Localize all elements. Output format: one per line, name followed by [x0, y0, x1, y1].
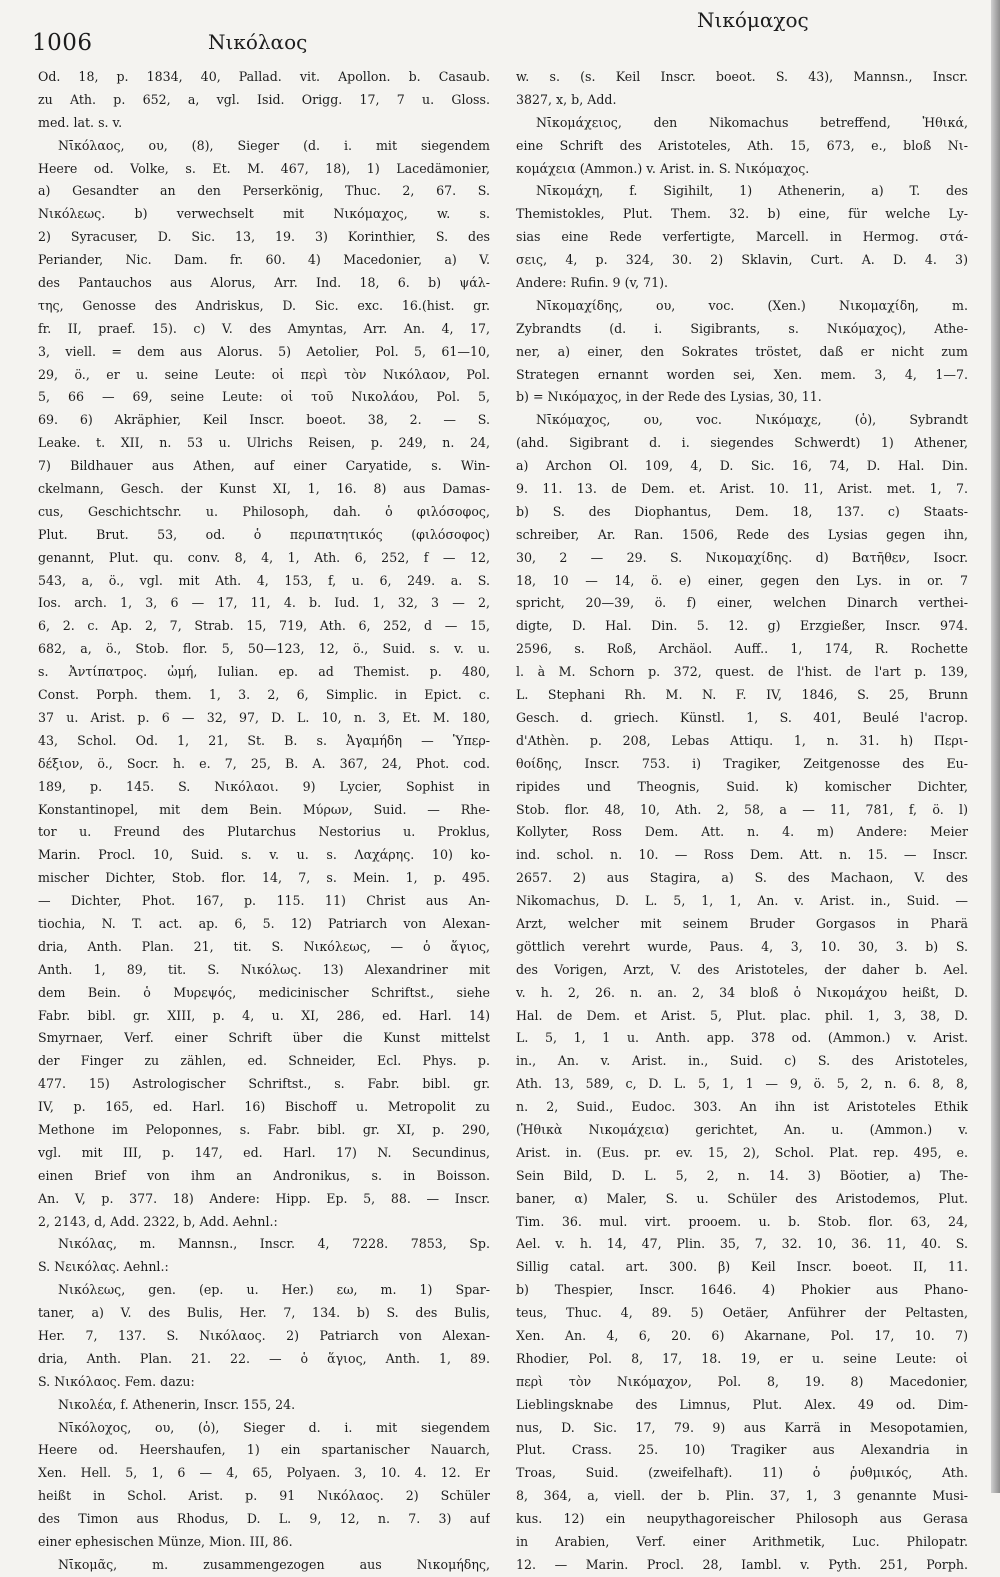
- text-line: dria, Anth. Plan. 21. 22. — ὁ ἅγιος, Anth. 1, 89.: [38, 1350, 490, 1366]
- text-line: L. 5, 1, 1 u. Anth. app. 378 od. (Ammon.) v. Arist.: [516, 1030, 968, 1046]
- text-line: θοίδης, Inscr. 753. i) Tragiker, Zeitgenosse des Eu-: [516, 755, 968, 771]
- text-line: Xen. An. 4, 6, 20. 6) Akarnane, Pol. 17, 10. 7): [516, 1327, 968, 1343]
- text-line: 18, 10 — 14, ö. e) einer, gegen den Lys. in or. 7: [516, 572, 968, 588]
- right-running-headword: Νικόμαχος: [697, 8, 809, 32]
- text-line: 5, 66 — 69, seine Leute: οἱ τοῦ Νικολάου, Pol. 5,: [38, 389, 490, 405]
- entry-headword-line: Νῑκομαχίδης, ου, voc. (Xen.) Νικομαχίδη, m.: [536, 297, 968, 313]
- text-line: der Finger zu zählen, ed. Schneider, Ecl. Phys. p.: [38, 1053, 490, 1069]
- text-line: a) Gesandter an den Perserkönig, Thuc. 2, 67. S.: [38, 183, 490, 199]
- text-line: 43, Schol. Od. 1, 21, St. B. s. Ἀγαμήδη — Ὑπερ-: [38, 732, 490, 748]
- text-line: της, Genosse des Andriskus, D. Sic. exc. 16.(hist. gr.: [38, 297, 490, 313]
- text-line: Rhodier, Pol. 8, 17, 18. 19, er u. seine Leute: οἱ: [516, 1350, 968, 1366]
- text-line: genannt, Plut. qu. conv. 8, 4, 1, Ath. 6, 252, f — 12,: [38, 549, 490, 565]
- text-line: Methone im Peloponnes, s. Fabr. bibl. gr. XI, p. 290,: [38, 1121, 490, 1137]
- text-line: Hal. de Dem. et Arist. 5, Plut. plac. phil. 1, 3, 38, D.: [516, 1007, 968, 1023]
- text-line: Xen. Hell. 5, 1, 6 — 4, 65, Polyaen. 3, 10. 4. 12. Er: [38, 1465, 490, 1481]
- entry-headword-line: Νῑκομάχη, f. Sigihilt, 1) Athenerin, a) T. des: [536, 183, 968, 199]
- text-line: Anth. 1, 89, tit. S. Νικόλως. 13) Alexandriner mit: [38, 961, 490, 977]
- entry-headword-line: Νικολέα, f. Athenerin, Inscr. 155, 24.: [58, 1396, 296, 1412]
- text-line: einer ephesischen Münze, Mion. III, 86.: [38, 1534, 293, 1549]
- text-line: dria, Anth. Plan. 21, tit. S. Νικόλεως, — ὁ ἅγιος,: [38, 938, 490, 954]
- text-line: S. Νεικόλας. Aehnl.:: [38, 1259, 169, 1275]
- text-line: 3, viell. = dem aus Alorus. 5) Aetolier, Pol. 5, 61—10,: [38, 343, 490, 359]
- text-line: Themistokles, Plut. Them. 32. b) eine, für welche Ly-: [516, 206, 968, 222]
- text-line: 8, 364, a, viell. der b. Plin. 37, 1, 3 genannte Musi-: [516, 1488, 968, 1504]
- book-spine-edge: [991, 0, 1000, 1493]
- text-line: 3827, x, b, Add.: [516, 91, 617, 107]
- text-line: περὶ τὸν Νικόμαχον, Pol. 8, 19. 8) Macedonier,: [516, 1373, 968, 1389]
- text-line: (Ἠθικὰ Νικομάχεια) gerichtet, An. u. (Ammon.) v.: [516, 1121, 968, 1137]
- text-line: An. V, p. 377. 18) Andere: Hipp. Ep. 5, 88. — Inscr.: [38, 1190, 490, 1206]
- text-line: 9. 11. 13. de Dem. et. Arist. 10. 11, Arist. met. 1, 7.: [516, 481, 968, 497]
- text-line: Νικόλεως. b) verwechselt mit Νικόμαχος, w. s.: [38, 206, 490, 222]
- text-line: zu Ath. p. 652, a, vgl. Isid. Origg. 17, 7 u. Gloss.: [38, 91, 490, 107]
- text-line: Marin. Procl. 10, Suid. s. v. u. s. Λαχάρης. 10) ko-: [38, 847, 490, 863]
- entry-headword-line: Νικόλας, m. Mannsn., Inscr. 4, 7228. 7853, Sp.: [58, 1236, 490, 1252]
- text-line: Stob. flor. 48, 10, Ath. 2, 58, a — 11, 781, f, ö. l): [516, 801, 968, 817]
- text-line: Heere od. Volke, s. Et. M. 467, 18), 1) Lacedämonier,: [38, 160, 490, 176]
- entry-headword-line: Νῑκομᾶς, m. zusammengezogen aus Νικομήδης,: [58, 1556, 490, 1572]
- text-line: IV, p. 165, ed. Harl. 16) Bischoff u. Metropolit zu: [38, 1099, 490, 1115]
- text-line: Her. 7, 137. S. Νικόλαος. 2) Patriarch von Alexan-: [38, 1327, 490, 1343]
- text-line: nus, D. Sic. 17, 79. 9) aus Karrä in Mesopotamien,: [516, 1419, 968, 1435]
- text-line: 189, p. 145. S. Νικόλαοι. 9) Lycier, Sophist in: [38, 778, 490, 794]
- text-line: Konstantinopel, mit dem Bein. Μύρων, Suid. — Rhe-: [38, 801, 490, 817]
- text-line: a) Archon Ol. 109, 4, D. Sic. 16, 74, D. Hal. Din.: [516, 458, 968, 474]
- entry-headword-line: Νῑκομάχειος, den Nikomachus betreffend, Ἠθικά,: [536, 114, 968, 130]
- text-line: ckelmann, Gesch. der Kunst XI, 1, 16. 8) aus Damas-: [38, 481, 490, 497]
- text-line: 2, 2143, d, Add. 2322, b, Add. Aehnl.:: [38, 1213, 278, 1229]
- text-line: 2) Syracuser, D. Sic. 13, 19. 3) Korinthier, S. des: [38, 229, 490, 245]
- text-line: s. Ἀντίπατρος. ὠμή, Iulian. ep. ad Themist. p. 480,: [38, 664, 490, 680]
- text-line: b) S. des Diophantus, Dem. 18, 137. c) Staats-: [516, 503, 968, 519]
- text-line: 37 u. Arist. p. 6 — 32, 97, D. L. 10, n. 3, Et. M. 180,: [38, 709, 490, 725]
- text-line: in., An. v. Arist. in., Suid. c) S. des Aristoteles,: [516, 1053, 968, 1069]
- text-line: 29, ö., er u. seine Leute: οἱ περὶ τὸν Νικόλαον, Pol.: [38, 366, 490, 382]
- text-line: teus, Thuc. 4, 89. 5) Oetäer, Anführer der Peltasten,: [516, 1305, 968, 1321]
- text-line: Periander, Nic. Dam. fr. 60. 4) Macedonier, a) V.: [38, 252, 490, 268]
- text-line: des Pantauchos aus Alorus, Arr. Ind. 18, 6. b) ψάλ-: [38, 275, 490, 291]
- text-line: heißt in Schol. Arist. p. 91 Νικόλαος. 2) Schüler: [38, 1488, 490, 1504]
- text-line: Arist. in. (Eus. pr. ev. 15, 2), Schol. Plat. rep. 495, e.: [516, 1144, 968, 1160]
- text-line: göttlich verehrt wurde, Paus. 4, 3, 10. 30, 3. b) S.: [516, 938, 968, 954]
- text-line: schreiber, Ar. Ran. 1506, Rede des Lysias gegen ihn,: [516, 526, 968, 542]
- text-line: fr. II, praef. 15). c) V. des Amyntas, Arr. An. 4, 17,: [38, 320, 490, 336]
- text-line: ner, a) einer, den Sokrates tröstet, daß er nicht zum: [516, 343, 968, 359]
- right-text-column: [516, 66, 968, 1577]
- text-line: (ahd. Sigibrant d. i. siegendes Schwerdt) 1) Athener,: [516, 435, 968, 451]
- text-line: 543, a, ö., vgl. mit Ath. 4, 153, f, u. 6, 249. a. S.: [38, 572, 490, 588]
- text-line: Nikomachus, D. L. 5, 1, 1, An. v. Arist. in., Suid. —: [516, 893, 968, 909]
- text-line: Sein Bild, D. L. 5, 2, n. 14. 3) Böotier, a) The-: [516, 1167, 968, 1183]
- text-line: 477. 15) Astrologischer Schriftst., s. Fabr. bibl. gr.: [38, 1076, 490, 1092]
- text-line: σεις, 4, p. 324, 30. 2) Sklavin, Curt. A. D. 4. 3): [516, 252, 968, 268]
- text-line: Ael. v. h. 14, 47, Plin. 35, 7, 32. 10, 36. 11, 40. S.: [516, 1236, 968, 1252]
- text-line: Lieblingsknabe des Limnus, Plut. Alex. 49 od. Dim-: [516, 1396, 968, 1412]
- entry-headword-line: Νῑκόλαος, ου, (8), Sieger (d. i. mit siegendem: [58, 137, 490, 153]
- text-line: Andere: Rufin. 9 (v, 71).: [516, 275, 669, 291]
- text-line: dem Bein. ὁ Μυρεψός, medicinischer Schriftst., siehe: [38, 984, 490, 1000]
- text-line: b) Thespier, Inscr. 1646. 4) Phokier aus Phano-: [516, 1282, 968, 1298]
- text-line: des Vorigen, Arzt, V. des Aristoteles, der daher b. Ael.: [516, 961, 968, 977]
- text-line: κομάχεια (Ammon.) v. Arist. in. S. Νικόμαχος.: [516, 160, 810, 176]
- text-line: vgl. mit III, p. 147, ed. Harl. 17) N. Secundinus,: [38, 1144, 490, 1160]
- text-line: digte, D. Hal. Din. 5. 12. g) Erzgießer, Inscr. 974.: [516, 618, 968, 634]
- text-line: 30, 2 — 29. S. Νικομαχίδης. d) Βατῆθεν, Isocr.: [516, 549, 968, 565]
- page-number: 1006: [32, 30, 93, 56]
- text-line: 682, a, ö., Stob. flor. 5, 50—123, 12, ö., Suid. s. v. u.: [38, 641, 490, 657]
- entry-headword-line: Νῑκόμαχος, ου, voc. Νικόμαχε, (ὁ), Sybrandt: [536, 412, 968, 428]
- entry-headword-line: Νικόλεως, gen. (ep. u. Her.) εω, m. 1) Spar-: [58, 1282, 490, 1298]
- text-line: 6, 2. c. Ap. 2, 7, Strab. 15, 719, Ath. 6, 252, d — 15,: [38, 618, 490, 634]
- text-line: Strategen ernannt worden sei, Xen. mem. 3, 4, 1—7.: [516, 366, 968, 382]
- text-line: Leake. t. XII, n. 53 u. Ulrichs Reisen, p. 249, n. 24,: [38, 435, 490, 451]
- text-line: w. s. (s. Keil Inscr. boeot. S. 43), Mannsn., Inscr.: [516, 69, 968, 84]
- text-line: taner, a) V. des Bulis, Her. 7, 134. b) S. des Bulis,: [38, 1305, 490, 1321]
- text-line: ind. schol. n. 10. — Ross Dem. Att. n. 15. — Inscr.: [516, 847, 968, 863]
- text-line: n. 2, Suid., Eudoc. 303. An ihn ist Aristoteles Ethik: [516, 1099, 968, 1115]
- text-line: S. Νικόλαος. Fem. dazu:: [38, 1373, 195, 1389]
- text-line: δέξιον, ö., Socr. h. e. 7, 25, B. A. 367, 24, Phot. cod.: [38, 755, 490, 771]
- text-line: Ath. 13, 589, c, D. L. 5, 1, 1 — 9, ö. 5, 2, n. 6. 8, 8,: [516, 1076, 968, 1092]
- text-line: eine Schrift des Aristoteles, Ath. 15, 673, e., bloß Νι-: [516, 137, 968, 153]
- text-line: tiochia, N. T. act. ap. 6, 5. 12) Patriarch von Alexan-: [38, 915, 490, 931]
- text-line: — Dichter, Phot. 167, p. 115. 11) Christ aus An-: [38, 893, 490, 909]
- text-line: sias eine Rede verfertigte, Marcell. in Hermog. στά-: [516, 229, 968, 245]
- text-line: Ios. arch. 1, 3, 6 — 17, 11, 4. b. Iud. 1, 32, 3 — 2,: [38, 595, 490, 611]
- text-line: mischer Dichter, Stob. flor. 14, 7, s. Mein. 1, p. 495.: [38, 870, 490, 886]
- text-line: Fabr. bibl. gr. XIII, p. 4, u. XI, 286, ed. Harl. 14): [38, 1007, 490, 1023]
- text-line: Smyrnaer, Verf. einer Schrift über die Kunst mittelst: [38, 1030, 490, 1046]
- text-line: Tim. 36. mul. virt. prooem. u. b. Stob. flor. 63, 24,: [516, 1213, 968, 1229]
- text-line: l. à M. Schorn p. 372, quest. de l'hist. de l'art p. 139,: [516, 664, 968, 680]
- text-line: Sillig catal. art. 300. β) Keil Inscr. boeot. II, 11.: [516, 1259, 968, 1275]
- text-line: baner, α) Maler, S. u. Schüler des Aristodemos, Plut.: [516, 1190, 968, 1206]
- text-line: ripides und Theognis, Suid. k) komischer Dichter,: [516, 778, 968, 794]
- entry-headword-line: Νῑκόλοχος, ου, (ὁ), Sieger d. i. mit siegendem: [58, 1419, 490, 1435]
- text-line: 69. 6) Akräphier, Keil Inscr. boeot. 38, 2. — S.: [38, 412, 490, 428]
- text-line: 7) Bildhauer aus Athen, auf einer Caryatide, s. Win-: [38, 458, 490, 474]
- text-line: 12. — Marin. Procl. 28, Iambl. v. Pyth. 251, Porph.: [516, 1556, 968, 1572]
- text-line: med. lat. s. v.: [38, 114, 123, 130]
- text-line: 2596, s. Roß, Archäol. Auff.. 1, 174, R. Rochette: [516, 641, 968, 657]
- text-line: v. h. 2, 26. n. an. 2, 34 bloß ὁ Νικομάχου heißt, D.: [516, 984, 968, 1000]
- text-line: tor u. Freund des Plutarchus Nestorius u. Proklus,: [38, 824, 490, 840]
- text-line: Zybrandts (d. i. Sigibrants, s. Νικόμαχος), Athe-: [516, 320, 968, 336]
- text-line: Const. Porph. them. 1, 3. 2, 6, Simplic. in Epict. c.: [38, 687, 490, 703]
- text-line: Troas, Suid. (zweifelhaft). 11) ὁ ῥυθμικός, Ath.: [516, 1465, 968, 1481]
- page-header: [0, 0, 1000, 60]
- text-line: Plut. Crass. 25. 10) Tragiker aus Alexandria in: [516, 1442, 968, 1458]
- text-line: Gesch. d. griech. Künstl. 1, S. 401, Beulé l'acrop.: [516, 709, 968, 725]
- text-line: Od. 18, p. 1834, 40, Pallad. vit. Apollon. b. Casaub.: [38, 69, 490, 84]
- text-line: Kollyter, Ross Dem. Att. n. 4. m) Andere: Meier: [516, 824, 968, 840]
- left-running-headword: Νικόλαος: [208, 30, 308, 54]
- text-line: b) = Νικόμαχος, in der Rede des Lysias, 30, 11.: [516, 389, 822, 405]
- text-line: Plut. Brut. 53, od. ὁ περιπατητικός (φιλόσοφος): [38, 526, 490, 542]
- text-line: cus, Geschichtschr. u. Philosoph, dah. ὁ φιλόσοφος,: [38, 503, 490, 519]
- text-line: Heere od. Heershaufen, 1) ein spartanischer Nauarch,: [38, 1442, 490, 1458]
- text-line: d'Athèn. p. 208, Lebas Attiqu. 1, n. 31. h) Περι-: [516, 732, 968, 748]
- text-line: kus. 12) ein neupythagoreischer Philosoph aus Gerasa: [516, 1511, 968, 1527]
- text-line: einen Brief von ihm an Andronikus, s. in Boisson.: [38, 1167, 490, 1183]
- left-text-column: [38, 66, 490, 1577]
- text-line: Arzt, welcher mit seinem Bruder Gorgasos in Pharä: [516, 915, 968, 931]
- text-line: L. Stephani Rh. M. N. F. IV, 1846, S. 25, Brunn: [516, 687, 968, 703]
- text-line: des Timon aus Rhodus, D. L. 9, 12, n. 7. 3) auf: [38, 1511, 490, 1527]
- text-line: 2657. 2) aus Stagira, a) S. des Machaon, V. des: [516, 870, 968, 886]
- text-line: spricht, 20—39, ö. f) einer, welchen Dinarch verthei-: [516, 595, 968, 611]
- text-line: in Arabien, Verf. einer Arithmetik, Luc. Philopatr.: [516, 1534, 968, 1549]
